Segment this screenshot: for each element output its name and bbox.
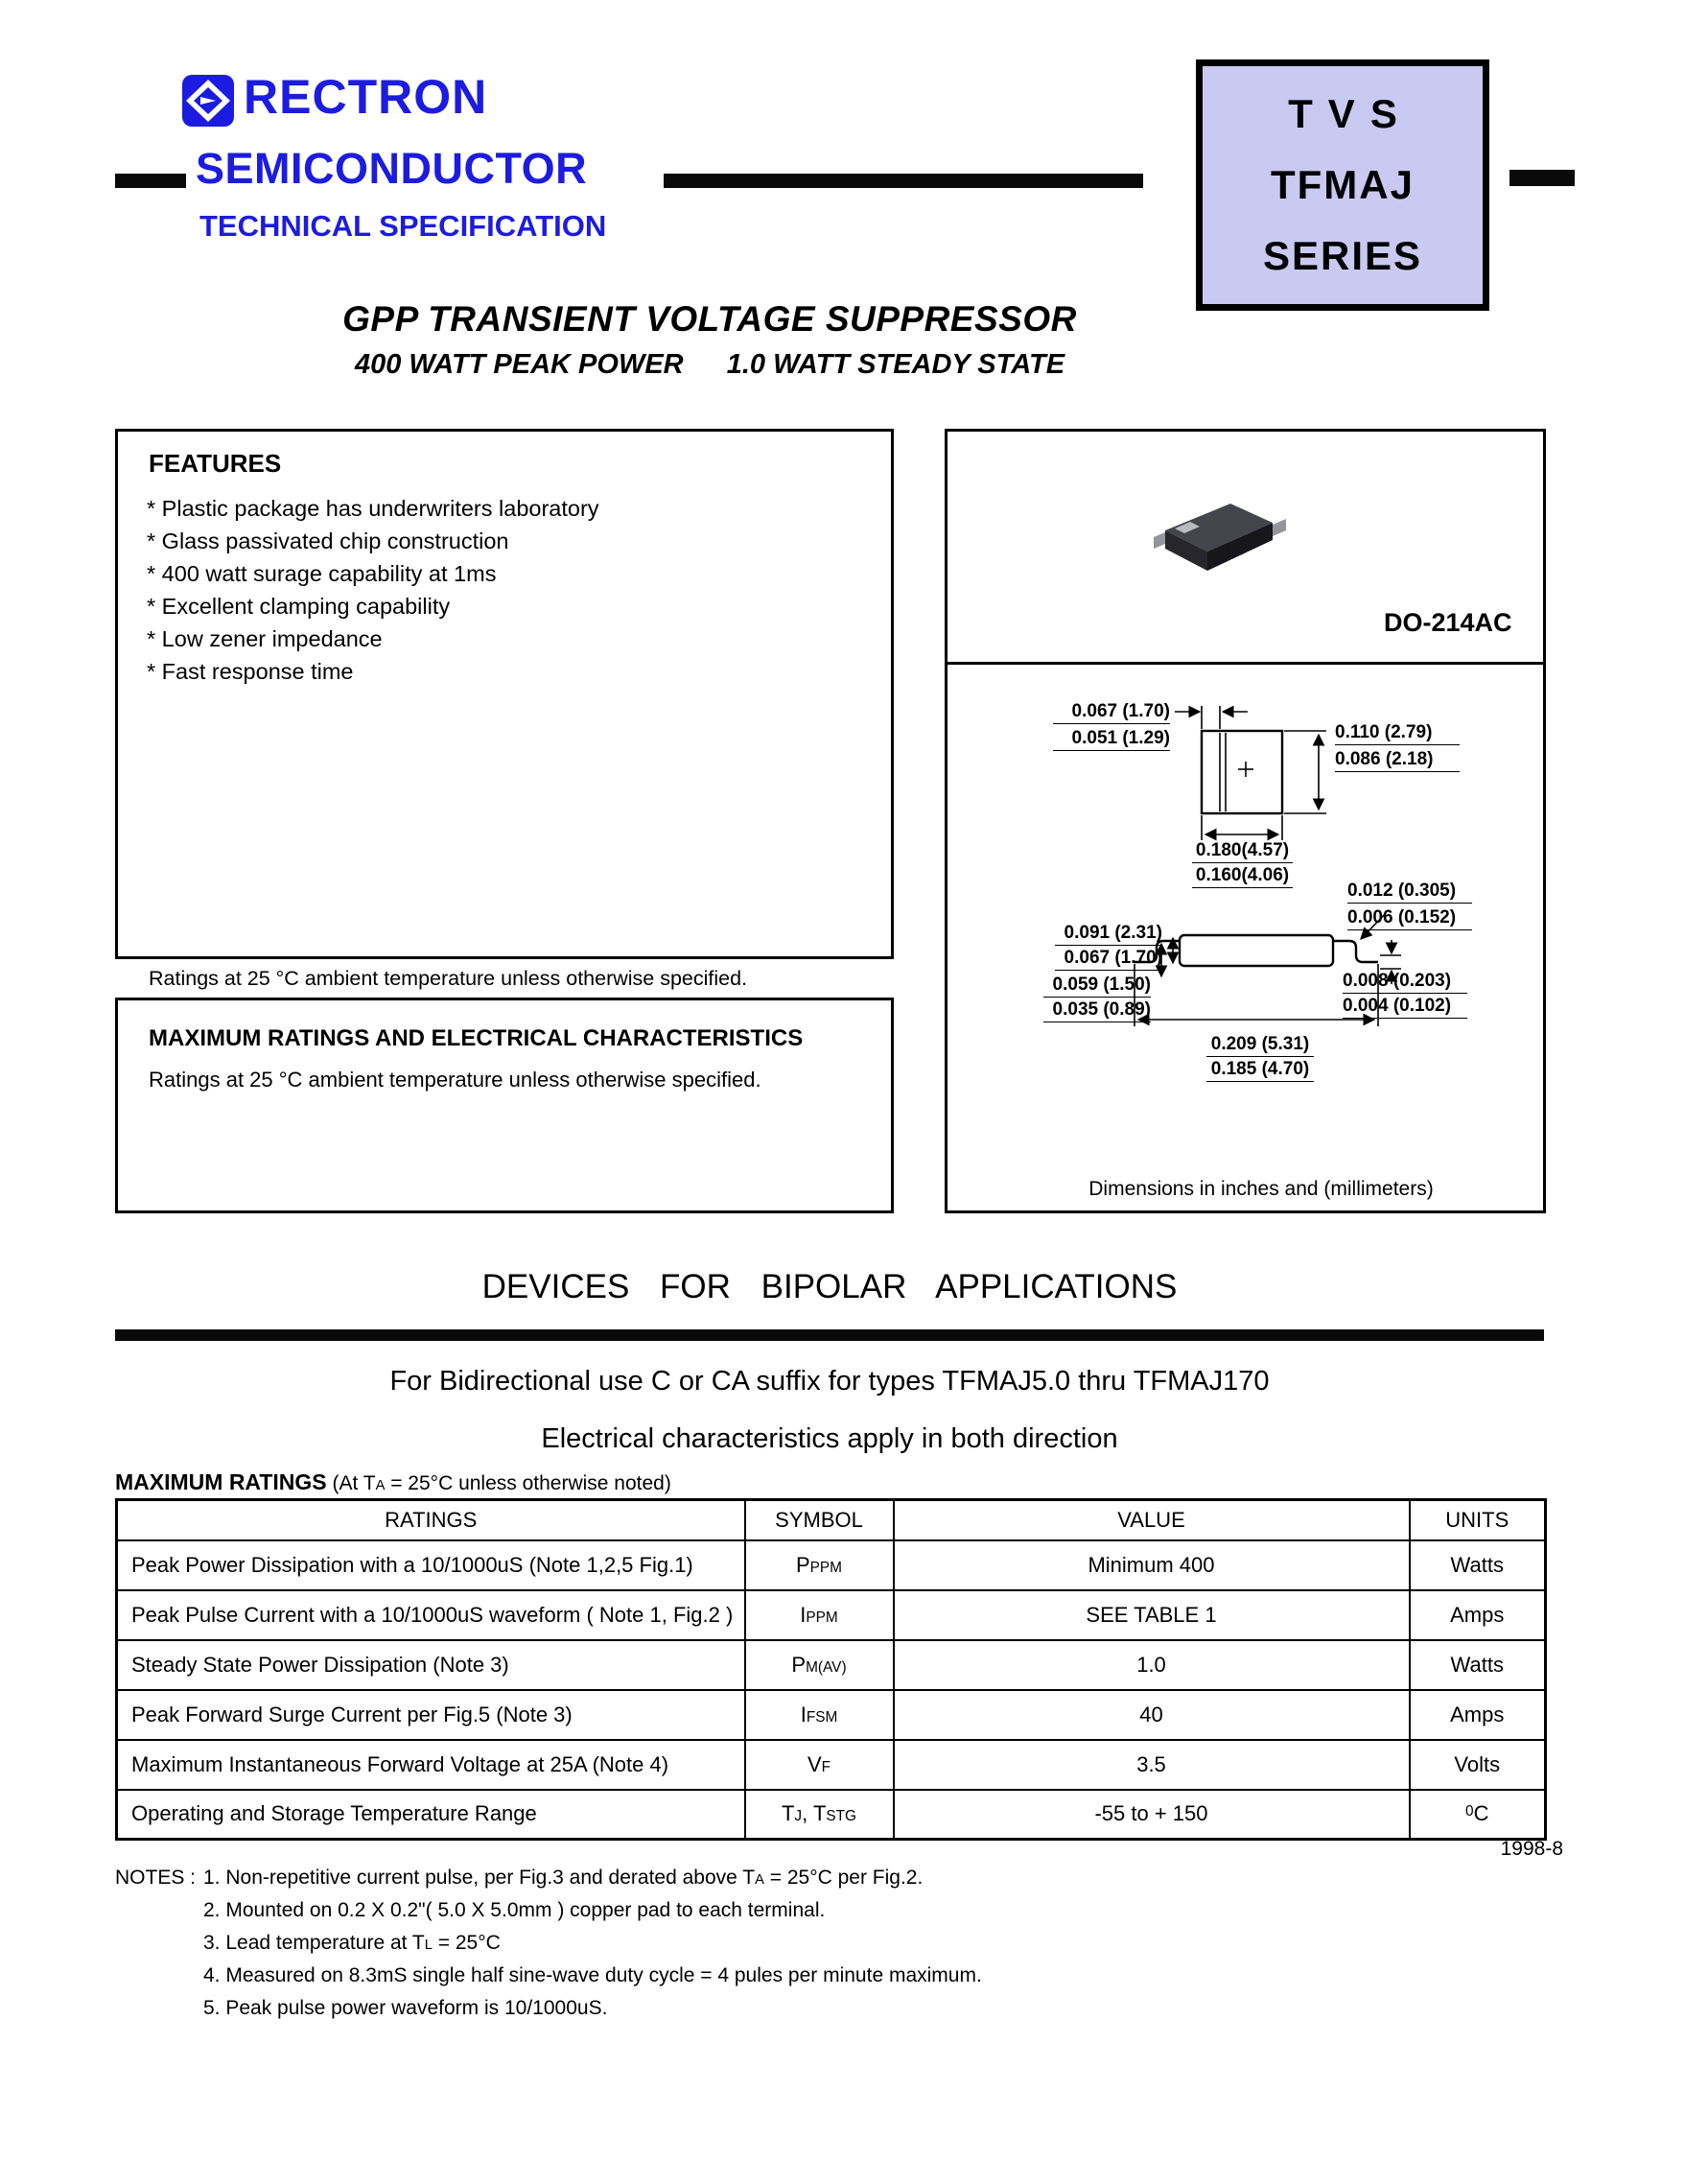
dim-label: 0.091 (2.31) bbox=[1055, 923, 1162, 946]
table-header-row bbox=[117, 1500, 1546, 1540]
table-caption bbox=[115, 1469, 671, 1495]
header-ratings: RATINGS bbox=[117, 1500, 745, 1540]
series-line-1: TVS bbox=[1288, 91, 1413, 136]
dim-label: 0.086 (2.18) bbox=[1335, 749, 1460, 772]
notes-label: NOTES : bbox=[115, 1867, 197, 1889]
bipolar-line1: For Bidirectional use C or CA suffix for types TFMAJ5.0 thru TFMAJ170 bbox=[389, 1366, 1270, 1397]
header-rule-left bbox=[115, 174, 186, 188]
features-ratings-note: Ratings at 25 °C ambient temperature unless otherwise specified. bbox=[149, 967, 748, 990]
note-item: 4. Measured on 8.3mS single half sine-wave duty cycle = 4 pules per minute maximum. bbox=[203, 1964, 982, 1986]
table-caption-title: MAXIMUM RATINGS bbox=[115, 1469, 327, 1494]
max-ratings-table bbox=[115, 1498, 1547, 1841]
feature-item: * 400 watt surage capability at 1ms bbox=[147, 561, 497, 586]
brand-name: RECTRON bbox=[244, 70, 488, 124]
header-rule-right bbox=[664, 174, 1143, 188]
value-cell: Minimum 400 bbox=[894, 1540, 1410, 1590]
rating-cell: Peak Power Dissipation with a 10/1000uS (Note 1,2,5 Fig.1) bbox=[117, 1540, 745, 1590]
value-cell: 3.5 bbox=[894, 1740, 1410, 1790]
series-line-2: TFMAJ bbox=[1271, 162, 1415, 207]
dim-label: 0.110 (2.79) bbox=[1335, 722, 1460, 745]
dim-label: 0.209 (5.31) bbox=[1206, 1034, 1314, 1057]
features-heading: FEATURES bbox=[149, 449, 282, 478]
value-cell: 40 bbox=[894, 1690, 1410, 1740]
dim-label: 0.035 (0.89) bbox=[1043, 999, 1151, 1022]
value-cell: -55 to + 150 bbox=[894, 1790, 1410, 1840]
package-photo bbox=[1146, 484, 1290, 580]
dim-label: 0.012 (0.305) bbox=[1347, 881, 1472, 904]
rectron-logo-icon bbox=[182, 75, 234, 127]
table-row bbox=[117, 1640, 1546, 1690]
dim-label: 0.008 (0.203) bbox=[1343, 971, 1467, 994]
feature-item: * Plastic package has underwriters laboratory bbox=[147, 496, 599, 521]
dim-label: 0.067 (1.70) bbox=[1055, 948, 1162, 971]
dim-label: 0.059 (1.50) bbox=[1043, 975, 1151, 998]
doc-subtitle: 400 WATT PEAK POWER 1.0 WATT STEADY STATE bbox=[354, 349, 1065, 380]
note-item: 3. Lead temperature at TL = 25°C bbox=[203, 1932, 501, 1954]
dim-label: 0.160(4.06) bbox=[1192, 865, 1293, 888]
rating-cell: Maximum Instantaneous Forward Voltage at 25A (Note 4) bbox=[117, 1740, 745, 1790]
note-item: 1. Non-repetitive current pulse, per Fig.3 and derated above TA = 25°C per Fig.2. bbox=[203, 1867, 924, 1889]
dim-label: 0.006 (0.152) bbox=[1347, 907, 1472, 930]
feature-item: * Fast response time bbox=[147, 659, 354, 684]
feature-item: * Glass passivated chip construction bbox=[147, 529, 509, 553]
header-units: UNITS bbox=[1410, 1500, 1546, 1540]
rating-cell: Peak Forward Surge Current per Fig.5 (Note 3) bbox=[117, 1690, 745, 1740]
table-row bbox=[117, 1740, 1546, 1790]
dim-label: 0.067 (1.70) bbox=[1053, 701, 1170, 724]
package-name: DO-214AC bbox=[1384, 608, 1512, 637]
rating-cell: Peak Pulse Current with a 10/1000uS waveform ( Note 1, Fig.2 ) bbox=[117, 1590, 745, 1640]
table-row bbox=[117, 1540, 1546, 1590]
header-rule-series bbox=[1509, 170, 1575, 186]
symbol-cell: TJ, TSTG bbox=[745, 1790, 894, 1840]
features-list bbox=[147, 492, 891, 688]
feature-item: * Low zener impedance bbox=[147, 626, 383, 651]
series-box bbox=[1196, 59, 1489, 311]
units-cell: Amps bbox=[1410, 1690, 1546, 1740]
units-cell: Volts bbox=[1410, 1740, 1546, 1790]
max-ratings-heading: MAXIMUM RATINGS AND ELECTRICAL CHARACTERISTICS bbox=[149, 1025, 804, 1051]
series-line-3: SERIES bbox=[1262, 233, 1423, 278]
units-cell: Amps bbox=[1410, 1590, 1546, 1640]
note-item: 5. Peak pulse power waveform is 10/1000uS. bbox=[203, 1997, 608, 2019]
symbol-cell: PM(AV) bbox=[745, 1640, 894, 1690]
header-symbol: SYMBOL bbox=[745, 1500, 894, 1540]
table-row bbox=[117, 1690, 1546, 1740]
feature-item: * Excellent clamping capability bbox=[147, 594, 451, 619]
table-row bbox=[117, 1790, 1546, 1840]
doc-title: GPP TRANSIENT VOLTAGE SUPPRESSOR bbox=[342, 299, 1077, 339]
dim-label: 0.180(4.57) bbox=[1192, 840, 1293, 863]
features-box bbox=[115, 429, 894, 959]
note-item: 2. Mounted on 0.2 X 0.2"( 5.0 X 5.0mm ) copper pad to each terminal. bbox=[203, 1899, 826, 1921]
symbol-cell: IPPM bbox=[745, 1590, 894, 1640]
table-row bbox=[117, 1590, 1546, 1640]
doc-type-title: TECHNICAL SPECIFICATION bbox=[199, 209, 607, 243]
dimensions-note: Dimensions in inches and (millimeters) bbox=[1088, 1178, 1434, 1200]
symbol-cell: PPPM bbox=[745, 1540, 894, 1590]
dim-label: 0.004 (0.102) bbox=[1343, 996, 1467, 1019]
symbol-cell: VF bbox=[745, 1740, 894, 1790]
table-caption-condition: (At TA = 25°C unless otherwise noted) bbox=[326, 1472, 671, 1494]
dim-label: 0.051 (1.29) bbox=[1053, 728, 1170, 751]
max-ratings-box bbox=[115, 998, 894, 1213]
rating-cell: Operating and Storage Temperature Range bbox=[117, 1790, 745, 1840]
value-cell: SEE TABLE 1 bbox=[894, 1590, 1410, 1640]
dim-label: 0.185 (4.70) bbox=[1206, 1059, 1314, 1082]
max-ratings-note: Ratings at 25 °C ambient temperature unless otherwise specified. bbox=[149, 1068, 761, 1092]
units-cell: $^0$C bbox=[1410, 1790, 1546, 1840]
bipolar-rule bbox=[115, 1329, 1544, 1341]
bipolar-line2: Electrical characteristics apply in both direction bbox=[541, 1423, 1118, 1454]
units-cell: Watts bbox=[1410, 1640, 1546, 1690]
rating-cell: Steady State Power Dissipation (Note 3) bbox=[117, 1640, 745, 1690]
units-cell: Watts bbox=[1410, 1540, 1546, 1590]
bipolar-heading: DEVICES FOR BIPOLAR APPLICATIONS bbox=[481, 1268, 1178, 1305]
division-title: SEMICONDUCTOR bbox=[196, 144, 588, 193]
header-value: VALUE bbox=[894, 1500, 1410, 1540]
date-code: 1998-8 bbox=[1500, 1838, 1563, 1860]
symbol-cell: IFSM bbox=[745, 1690, 894, 1740]
value-cell: 1.0 bbox=[894, 1640, 1410, 1690]
